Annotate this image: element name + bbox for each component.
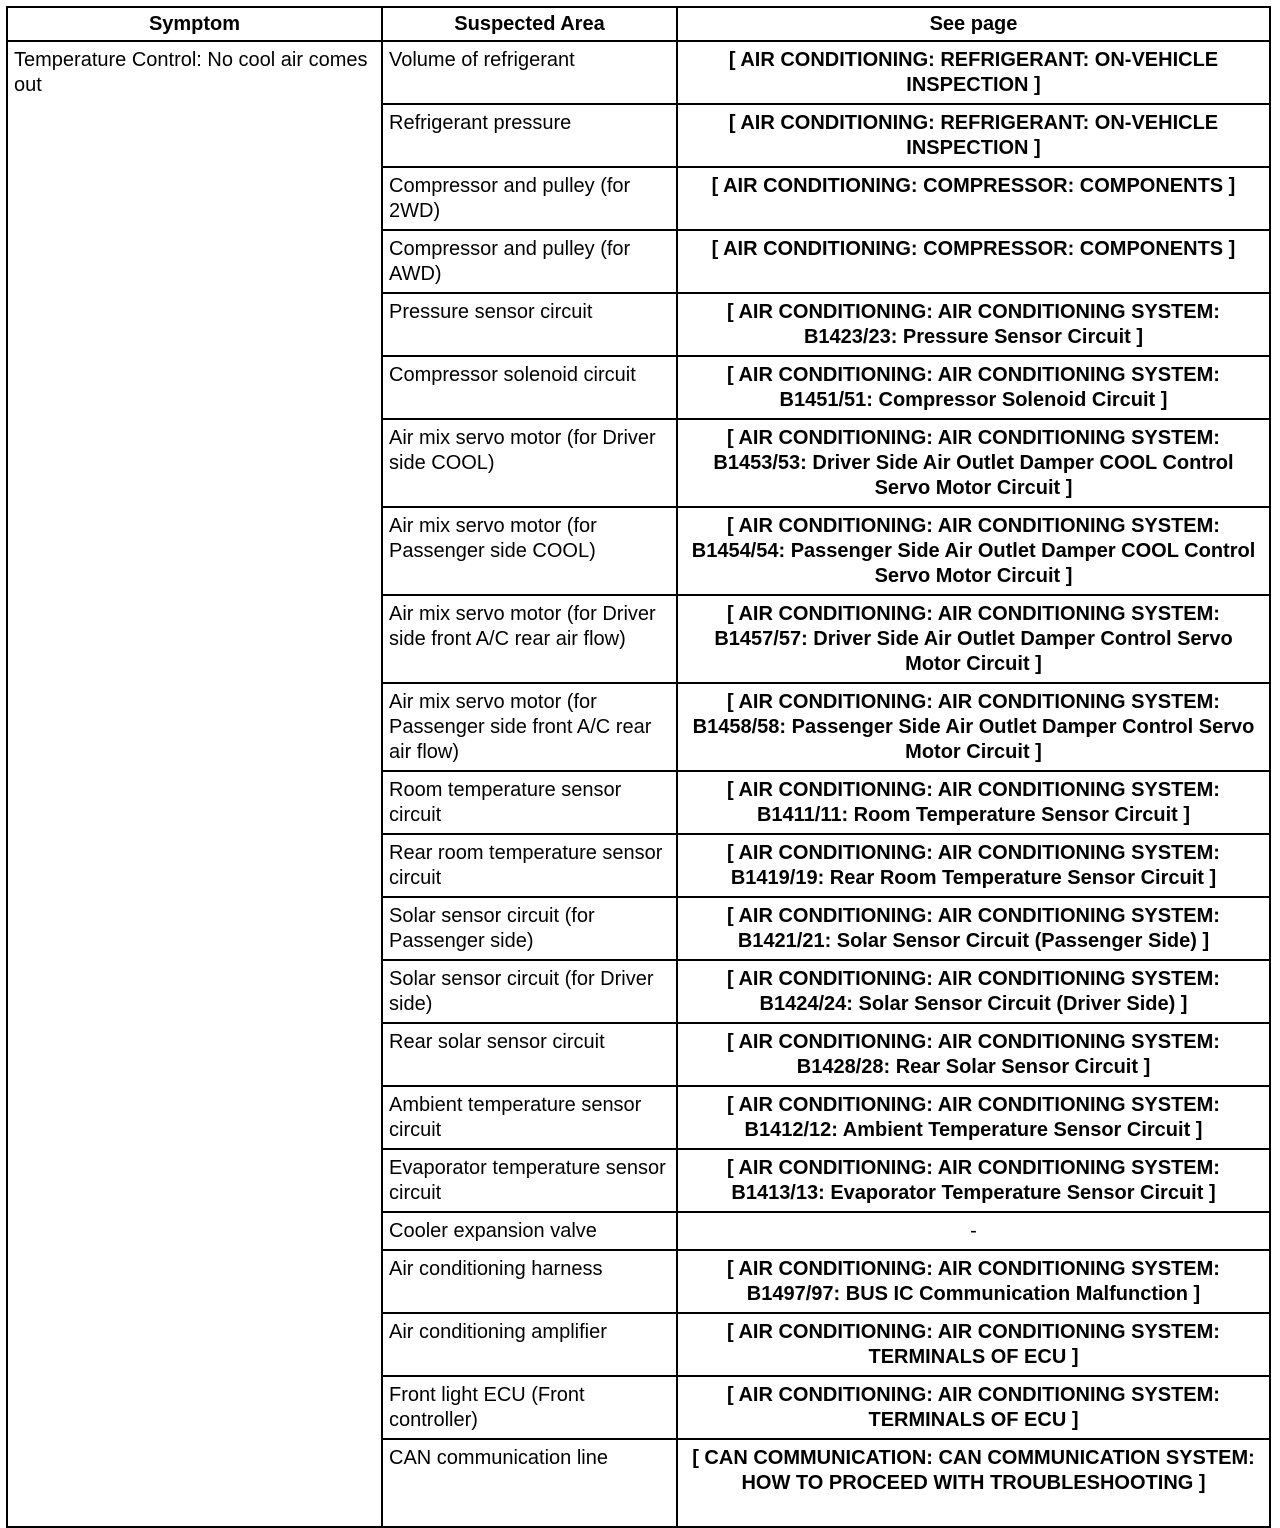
suspected-area-cell: Rear room temperature sensor circuit [382,834,677,897]
suspected-area-cell: CAN communication line [382,1439,677,1527]
see-page-reference[interactable]: [ AIR CONDITIONING: AIR CONDITIONING SYSTEM: B1497/97: BUS IC Communication Malfunction ] [677,1250,1270,1313]
header-symptom: Symptom [7,7,382,41]
suspected-area-cell: Air mix servo motor (for Passenger side front A/C rear air flow) [382,683,677,771]
see-page-reference[interactable]: [ AIR CONDITIONING: AIR CONDITIONING SYSTEM: B1419/19: Rear Room Temperature Sensor Circuit ] [677,834,1270,897]
table-row [7,41,1270,104]
see-page-reference[interactable]: [ AIR CONDITIONING: AIR CONDITIONING SYSTEM: B1412/12: Ambient Temperature Sensor Circuit ] [677,1086,1270,1149]
see-page-reference[interactable]: [ AIR CONDITIONING: AIR CONDITIONING SYSTEM: TERMINALS OF ECU ] [677,1313,1270,1376]
see-page-reference[interactable]: [ CAN COMMUNICATION: CAN COMMUNICATION SYSTEM: HOW TO PROCEED WITH TROUBLESHOOTING ] [677,1439,1270,1527]
suspected-area-cell: Solar sensor circuit (for Passenger side) [382,897,677,960]
see-page-reference[interactable]: [ AIR CONDITIONING: AIR CONDITIONING SYSTEM: B1451/51: Compressor Solenoid Circuit ] [677,356,1270,419]
see-page-reference[interactable]: [ AIR CONDITIONING: REFRIGERANT: ON-VEHICLE INSPECTION ] [677,104,1270,167]
suspected-area-cell: Refrigerant pressure [382,104,677,167]
see-page-reference[interactable]: [ AIR CONDITIONING: AIR CONDITIONING SYSTEM: B1421/21: Solar Sensor Circuit (Passenger Side) ] [677,897,1270,960]
suspected-area-cell: Rear solar sensor circuit [382,1023,677,1086]
see-page-reference[interactable]: [ AIR CONDITIONING: AIR CONDITIONING SYSTEM: B1458/58: Passenger Side Air Outlet Damper Control Servo Motor Circuit ] [677,683,1270,771]
see-page-reference[interactable]: [ AIR CONDITIONING: COMPRESSOR: COMPONENTS ] [677,167,1270,230]
suspected-area-cell: Compressor and pulley (for AWD) [382,230,677,293]
see-page-reference[interactable]: [ AIR CONDITIONING: AIR CONDITIONING SYSTEM: B1428/28: Rear Solar Sensor Circuit ] [677,1023,1270,1086]
see-page-reference[interactable]: [ AIR CONDITIONING: COMPRESSOR: COMPONENTS ] [677,230,1270,293]
suspected-area-cell: Air mix servo motor (for Driver side COOL) [382,419,677,507]
suspected-area-cell: Room temperature sensor circuit [382,771,677,834]
header-suspected-area: Suspected Area [382,7,677,41]
see-page-reference[interactable]: [ AIR CONDITIONING: AIR CONDITIONING SYSTEM: B1454/54: Passenger Side Air Outlet Damper COOL Control Servo Motor Circuit ] [677,507,1270,595]
suspected-area-cell: Air conditioning harness [382,1250,677,1313]
suspected-area-cell: Cooler expansion valve [382,1212,677,1250]
see-page-reference[interactable]: [ AIR CONDITIONING: AIR CONDITIONING SYSTEM: B1413/13: Evaporator Temperature Sensor Circuit ] [677,1149,1270,1212]
suspected-area-cell: Air mix servo motor (for Driver side front A/C rear air flow) [382,595,677,683]
suspected-area-cell: Evaporator temperature sensor circuit [382,1149,677,1212]
suspected-area-cell: Ambient temperature sensor circuit [382,1086,677,1149]
see-page-reference[interactable]: [ AIR CONDITIONING: AIR CONDITIONING SYSTEM: B1424/24: Solar Sensor Circuit (Driver Side) ] [677,960,1270,1023]
see-page-reference[interactable]: [ AIR CONDITIONING: REFRIGERANT: ON-VEHICLE INSPECTION ] [677,41,1270,104]
symptom-cell: Temperature Control: No cool air comes out [7,41,382,1527]
suspected-area-cell: Volume of refrigerant [382,41,677,104]
suspected-area-cell: Compressor solenoid circuit [382,356,677,419]
suspected-area-cell: Air mix servo motor (for Passenger side COOL) [382,507,677,595]
suspected-area-cell: Front light ECU (Front controller) [382,1376,677,1439]
suspected-area-cell: Air conditioning amplifier [382,1313,677,1376]
suspected-area-cell: Compressor and pulley (for 2WD) [382,167,677,230]
suspected-area-cell: Solar sensor circuit (for Driver side) [382,960,677,1023]
see-page-reference[interactable]: [ AIR CONDITIONING: AIR CONDITIONING SYSTEM: B1457/57: Driver Side Air Outlet Damper Control Servo Motor Circuit ] [677,595,1270,683]
suspected-area-cell: Pressure sensor circuit [382,293,677,356]
see-page-reference[interactable]: [ AIR CONDITIONING: AIR CONDITIONING SYSTEM: TERMINALS OF ECU ] [677,1376,1270,1439]
see-page-reference[interactable]: [ AIR CONDITIONING: AIR CONDITIONING SYSTEM: B1423/23: Pressure Sensor Circuit ] [677,293,1270,356]
see-page-reference: - [677,1212,1270,1250]
troubleshooting-table [6,6,1271,1528]
see-page-reference[interactable]: [ AIR CONDITIONING: AIR CONDITIONING SYSTEM: B1411/11: Room Temperature Sensor Circuit ] [677,771,1270,834]
see-page-reference[interactable]: [ AIR CONDITIONING: AIR CONDITIONING SYSTEM: B1453/53: Driver Side Air Outlet Damper COOL Control Servo Motor Circuit ] [677,419,1270,507]
header-see-page: See page [677,7,1270,41]
header-row [7,7,1270,41]
